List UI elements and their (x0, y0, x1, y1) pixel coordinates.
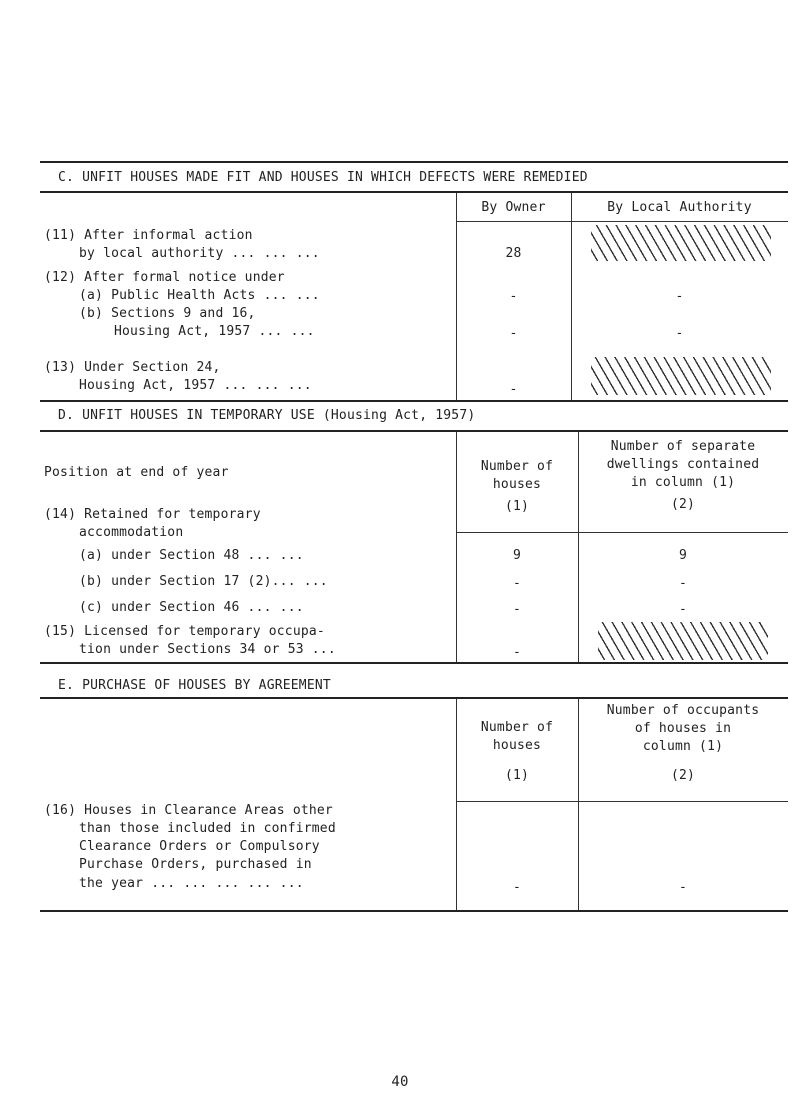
row-14b-houses: - (512, 576, 522, 591)
d-col1-header-l2: houses (492, 477, 542, 492)
row-16-label-l5: the year ... ... ... ... ... (79, 876, 304, 891)
row-12-label: (12) After formal notice under (44, 270, 285, 285)
section-c-header-rule (456, 221, 788, 222)
e-col2-header-l3: column (1) (642, 739, 724, 754)
row-14-label: (14) Retained for temporary (44, 507, 261, 522)
d-col2-header-l2: dwellings contained (606, 457, 760, 472)
row-13-label: (13) Under Section 24, (44, 360, 221, 375)
row-11-la-hatched-cell (591, 225, 771, 261)
row-12a-label: (a) Public Health Acts ... ... (79, 288, 320, 303)
section-c-title-rule (40, 191, 788, 193)
row-12b-label: (b) Sections 9 and 16, (79, 306, 256, 321)
row-16-label: (16) Houses in Clearance Areas other (44, 803, 333, 818)
e-col1-header-l3: (1) (504, 768, 530, 783)
d-col1-header-l1: Number of (480, 459, 554, 474)
row-15-houses: - (512, 645, 522, 660)
row-12a-by-la: - (675, 289, 684, 304)
page-number: 40 (391, 1074, 409, 1090)
row-11-by-owner: 28 (505, 246, 522, 261)
row-16-occupants: - (678, 880, 688, 895)
row-14b-dwellings: - (678, 576, 688, 591)
row-13-by-owner: - (509, 382, 518, 397)
row-12b-label-cont: Housing Act, 1957 ... ... (114, 324, 315, 339)
row-14-label-cont: accommodation (79, 525, 184, 540)
col-by-owner-header: By Owner (481, 200, 546, 215)
position-at-end-of-year: Position at end of year (44, 465, 229, 480)
section-e-title-rule (40, 697, 788, 699)
row-11-label-cont: by local authority ... ... ... (79, 246, 320, 261)
row-12a-by-owner: - (509, 289, 518, 304)
section-d-title-rule (40, 430, 788, 432)
row-16-label-l2: than those included in confirmed (79, 821, 336, 836)
row-11-label: (11) After informal action (44, 228, 253, 243)
section-d-title: D. UNFIT HOUSES IN TEMPORARY USE (Housing Act, 1957) (58, 408, 476, 423)
section-e-header-rule (456, 801, 788, 802)
d-col2-header-l4: (2) (670, 497, 696, 512)
col-by-local-authority-header: By Local Authority (607, 200, 752, 215)
section-c-top-rule (40, 161, 788, 163)
section-d-header-rule (456, 532, 788, 533)
e-col1-header-l1: Number of (480, 720, 554, 735)
e-col1-header-l2: houses (492, 738, 542, 753)
section-c-title: C. UNFIT HOUSES MADE FIT AND HOUSES IN WHICH DEFECTS WERE REMEDIED (58, 170, 588, 185)
section-d-bottom-rule (40, 662, 788, 664)
row-12b-by-la: - (675, 326, 684, 341)
section-e-title: E. PURCHASE OF HOUSES BY AGREEMENT (58, 678, 331, 693)
row-13-label-cont: Housing Act, 1957 ... ... ... (79, 378, 312, 393)
row-14a-label: (a) under Section 48 ... ... (79, 548, 304, 563)
e-col2-header-l4: (2) (670, 768, 696, 783)
row-14c-label: (c) under Section 46 ... ... (79, 600, 304, 615)
row-14a-houses: 9 (512, 548, 522, 563)
row-15-label: (15) Licensed for temporary occupa- (44, 624, 325, 639)
d-col1-header-l3: (1) (504, 499, 530, 514)
row-14c-dwellings: - (678, 602, 688, 617)
row-16-houses: - (512, 880, 522, 895)
row-14a-dwellings: 9 (678, 548, 688, 563)
e-col2-header-l2: of houses in (634, 721, 732, 736)
d-col2-header-l3: in column (1) (630, 475, 736, 490)
section-e-bottom-rule (40, 910, 788, 912)
row-16-label-l3: Clearance Orders or Compulsory (79, 839, 320, 854)
row-16-label-l4: Purchase Orders, purchased in (79, 857, 312, 872)
row-13-la-hatched-cell (591, 357, 771, 395)
row-15-label-cont: tion under Sections 34 or 53 ... (79, 642, 336, 657)
row-14c-houses: - (512, 602, 522, 617)
section-c-bottom-rule (40, 400, 788, 402)
row-15-dwellings-hatched-cell (598, 622, 768, 660)
e-col2-header-l1: Number of occupants (606, 703, 760, 718)
row-12b-by-owner: - (509, 326, 518, 341)
d-col2-header-l1: Number of separate (610, 439, 756, 454)
row-14b-label: (b) under Section 17 (2)... ... (79, 574, 328, 589)
